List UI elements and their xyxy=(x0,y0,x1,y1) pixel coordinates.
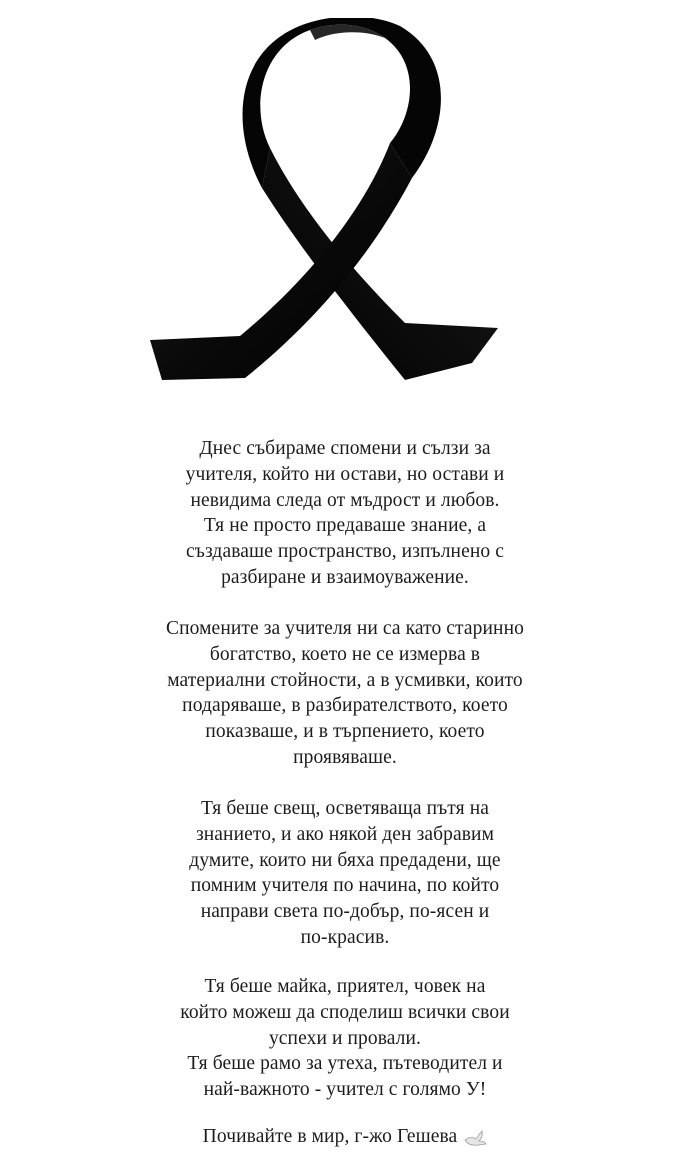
text-line: най-важното - учител с голямо У! xyxy=(203,1079,487,1101)
dove-icon xyxy=(463,1128,487,1148)
text-line: който можеш да споделиш всички свои xyxy=(180,1001,510,1023)
text-line: разбиране и взаимоуважение. xyxy=(221,566,469,588)
text-line: проявяваше. xyxy=(293,746,397,768)
mourning-ribbon-image xyxy=(150,18,520,390)
text-line: невидима следа от мъдрост и любов. xyxy=(190,489,500,511)
closing-line xyxy=(95,1124,595,1150)
text-line: учителя, който ни остави, но остави и xyxy=(185,463,505,485)
text-line: Тя беше рамо за утеха, пътеводител и xyxy=(187,1053,503,1075)
text-line: подаряваше, в разбирателството, което xyxy=(182,695,508,717)
closing-text: Почивайте в мир, г-жо Гешева xyxy=(202,1126,458,1147)
text-line: направи света по-добър, по-ясен и xyxy=(200,901,490,923)
paragraph-3 xyxy=(95,796,595,951)
text-line: Тя беше майка, приятел, човек на xyxy=(204,976,486,997)
text-line: помним учителя по начина, по който xyxy=(190,875,500,897)
closing-row xyxy=(95,1124,595,1150)
text-line: Днес събираме спомени и сълзи за xyxy=(199,438,491,459)
paragraph-2 xyxy=(95,616,595,771)
text-line: показваше, и в търпението, което xyxy=(205,721,485,743)
text-line: Тя беше свещ, осветяваща пътя на xyxy=(201,798,489,819)
text-line: материални стойности, а в усмивки, които xyxy=(167,669,523,691)
paragraph-1 xyxy=(95,436,595,591)
text-line: създаваше пространство, изпълнено с xyxy=(186,541,504,563)
text-line: успехи и провали. xyxy=(268,1027,422,1049)
text-line: Спомените за учителя ни са като старинно xyxy=(166,618,524,639)
text-line: по-красив. xyxy=(300,926,390,948)
black-ribbon-icon xyxy=(150,18,520,390)
paragraph-4 xyxy=(95,974,595,1103)
text-line: знанието, и ако някой ден забравим xyxy=(195,823,495,845)
text-line: Тя не просто предаваше знание, а xyxy=(203,515,487,537)
text-line: думите, които ни бяха предадени, ще xyxy=(189,849,501,871)
text-line: богатство, което не се измерва в xyxy=(209,643,481,665)
